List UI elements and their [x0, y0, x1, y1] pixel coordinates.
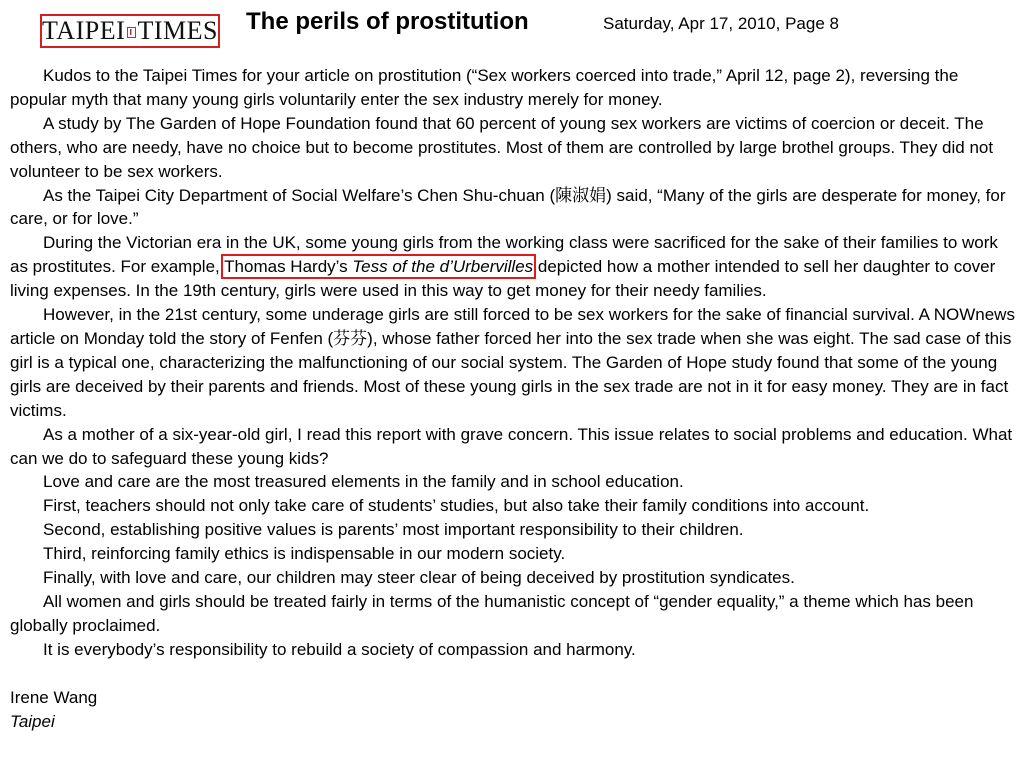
signature	[10, 686, 1018, 734]
paragraph-4-after: depicted how a mother intended to sell her daughter to cover living expenses. In the 19th century, girls were used in this way to get money for their needy families.	[10, 257, 996, 301]
paragraph-7: Love and care are the most treasured elements in the family and in school education.	[43, 472, 684, 492]
paragraph-10: Third, reinforcing family ethics is indispensable in our modern society.	[43, 544, 566, 564]
taipei-times-logo	[40, 14, 220, 48]
logo-word-taipei: TAIPEI	[42, 16, 126, 45]
paragraph-3: As the Taipei City Department of Social Welfare’s Chen Shu-chuan (陳淑娟) said, “Many of the girls are desperate for money, for care, or for love.”	[10, 185, 1006, 229]
paragraph-11: Finally, with love and care, our children may steer clear of being deceived by prostitution syndicates.	[43, 568, 795, 588]
page-title: The perils of prostitution	[246, 8, 529, 35]
paragraph-1: Kudos to the Taipei Times for your article on prostitution (“Sex workers coerced into trade,” April 12, page 2), reversing the popular myth that many young girls voluntarily enter the sex industry merely for money.	[10, 66, 959, 109]
paragraph-13: It is everybody’s responsibility to rebuild a society of compassion and harmony.	[43, 639, 636, 659]
logo-word-times: TIMES	[137, 16, 218, 45]
article-body	[10, 64, 1018, 733]
highlighted-book-title: Tess of the d’Urbervilles	[352, 257, 534, 277]
seal-icon	[127, 27, 135, 38]
paragraph-4	[10, 231, 1018, 303]
paragraph-4-before: During the Victorian era in the UK, some young girls from the working class were sacrificed for the sake of their families to work as prostitutes. For example,	[10, 233, 998, 277]
paragraph-6: As a mother of a six-year-old girl, I read this report with grave concern. This issue relates to social problems and education. What can we do to safeguard these young kids?	[10, 424, 1013, 468]
paragraph-12: All women and girls should be treated fairly in terms of the humanistic concept of “gender equality,” a theme which has been globally proclaimed.	[10, 591, 974, 635]
paragraph-5: However, in the 21st century, some underage girls are still forced to be sex workers for the sake of financial survival. A NOWnews article on Monday told the story of Fenfen (芬芬), whose father forced her into the sex trade when she was eight. The sad case of this girl is a typical one, characterizing the malfunctioning of our social system. The Garden of Hope study found that some of the young girls are deceived by their parents and friends. Most of these young girls in the sex trade are not in it for easy money. They are in fact victims.	[10, 305, 1015, 420]
highlighted-author: Thomas Hardy’s	[224, 257, 353, 277]
highlighted-reference	[224, 257, 533, 276]
paragraph-9: Second, establishing positive values is parents’ most important responsibility to their children.	[43, 520, 744, 540]
author-city: Taipei	[10, 711, 55, 731]
author-name: Irene Wang	[10, 687, 98, 707]
paragraph-2: A study by The Garden of Hope Foundation found that 60 percent of young sex workers are victims of coercion or deceit. The others, who are needy, have no choice but to become prostitutes. Most of them are controlled by large brothel groups. They did not volunteer to be sex workers.	[10, 113, 994, 181]
paragraph-8: First, teachers should not only take care of students’ studies, but also take their family conditions into account.	[43, 496, 870, 516]
dateline: Saturday, Apr 17, 2010, Page 8	[603, 14, 839, 33]
